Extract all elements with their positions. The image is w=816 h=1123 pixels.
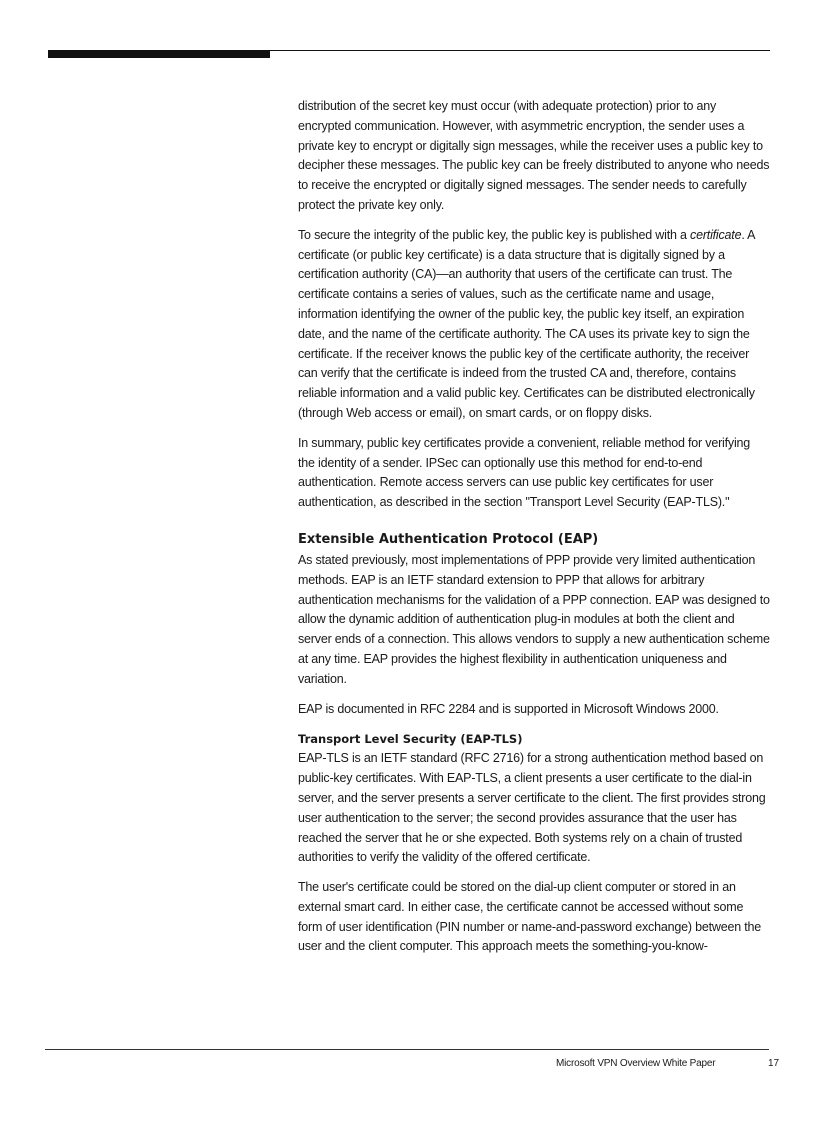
paragraph-eap-tls-intro: EAP-TLS is an IETF standard (RFC 2716) for a strong authentication method based on public-key certificates. With EAP-TLS, a client presents a user certificate to the dial-in server, and the server presents a server certificate to the client. The first provides strong user authentication to the server; the second provides assurance that the user has reached the server that he or she expected. Both systems rely on a chain of trusted authorities to verify the validity of the offered certificate. [298, 751, 766, 865]
header-rule [270, 50, 770, 51]
paragraph-certificate-rest: . A certificate (or public key certificate) is a data structure that is digitally signed by a certification authority (CA)—an authority that users of the certificate can trust. The certificate contains a series of values, such as the certificate name and usage, information identifying the owner of the public key, the public key itself, an expiration date, and the name of the certificate authority. The CA uses its private key to sign the certificate. If the receiver knows the public key of the certificate authority, the receiver can verify that the certificate is indeed from the trusted CA and, therefore, contains reliable information and a valid public key. Certificates can be distributed electronically (through Web access or email), on smart cards, or on floppy disks. [298, 227, 755, 420]
term-certificate: certificate [690, 227, 742, 242]
paragraph-summary: In summary, public key certificates provide a convenient, reliable method for verifying the identity of a sender. IPSec can optionally use this method for end-to-end authentication. Remote access servers can use public key certificates for user authentication, as described in the section "Transport Level Security (EAP-TLS)." [298, 435, 751, 510]
paragraph-certificate [298, 226, 770, 424]
paragraph-eap-intro: As stated previously, most implementations of PPP provide very limited authentication methods. EAP is an IETF standard extension to PPP that allows for arbitrary authentication mechanisms for the validation of a PPP connection. EAP was designed to allow the dynamic addition of authentication plug-in modules at both the client and server ends of a connection. This allows vendors to supply a new authentication scheme at any time. EAP provides the highest flexibility in authentication uniqueness and variation. [298, 552, 770, 686]
paragraph-secret-key: distribution of the secret key must occur (with adequate protection) prior to any encrypted communication. However, with asymmetric encryption, the sender uses a private key to encrypt or digitally sign messages, while the receiver uses a public key to decipher these messages. The public key can be freely distributed to anyone who needs to receive the encrypted or digitally signed messages. The sender needs to carefully protect the private key only. [298, 99, 770, 212]
heading-eap: Extensible Authentication Protocol (EAP) [298, 531, 599, 547]
paragraph-certificate-start: To secure the integrity of the public key, the public key is published with a [298, 227, 691, 242]
page-number: 17 [768, 1058, 780, 1069]
footer-rule [45, 1049, 769, 1050]
paragraph-user-certificate: The user's certificate could be stored on the dial-up client computer or stored in an external smart card. In either case, the certificate cannot be accessed without some form of user identification (PIN number or name-and-password exchange) between the user and the client computer. This approach meets the something-you-know- [298, 880, 762, 954]
heading-eap-tls: Transport Level Security (EAP-TLS) [298, 732, 523, 747]
main-content [298, 97, 770, 967]
footer-document-title: Microsoft VPN Overview White Paper [556, 1058, 716, 1069]
header-thick-bar [48, 50, 270, 58]
paragraph-eap-rfc: EAP is documented in RFC 2284 and is supported in Microsoft Windows 2000. [298, 701, 719, 716]
